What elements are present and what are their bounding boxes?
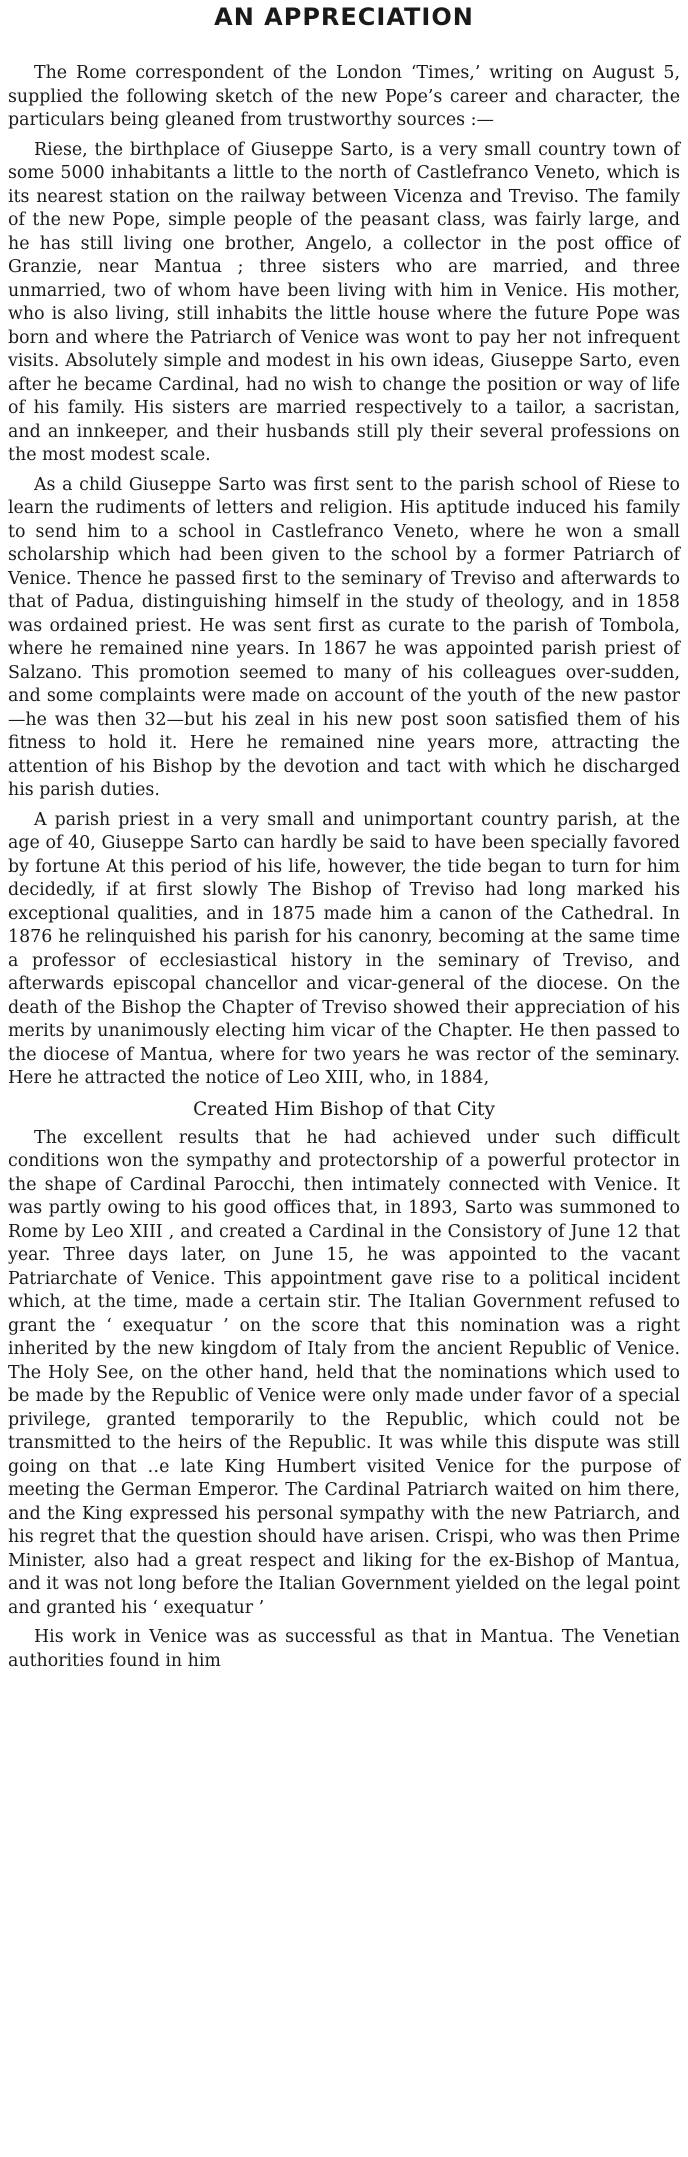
article bbox=[8, 0, 680, 1679]
paragraph-birthplace: Riese, the birthplace of Giuseppe Sarto, is a very small country town of some 5000 inhabitants a little to the north of Castlefranco Veneto, which is its nearest station on the railway between Vicenza and Treviso. The family of the new Pope, simple people of the peasant class, was fairly large, and he has still living one brother, Angelo, a collector in the post office of Granzie, near Mantua ; three sisters who are married, and three unmarried, two of whom have been living with him in Venice. His mother, who is also living, still inhabits the little house where the future Pope was born and where the Patriarch of Venice was wont to pay her not infrequent visits. Absolutely simple and modest in his own ideas, Giuseppe Sarto, even after he became Cardinal, had no wish to change the position or way of life of his family. His sisters are married respectively to a tailor, a sacristan, and an innkeeper, and their husbands still ply their several professions on the most modest scale. bbox=[8, 139, 680, 465]
paragraph-venice-work: His work in Venice was as successful as that in Mantua. The Venetian authorities found in him bbox=[8, 1627, 680, 1671]
article-title: AN APPRECIATION bbox=[214, 3, 474, 31]
paragraph-childhood: As a child Giuseppe Sarto was first sent to the parish school of Riese to learn the rudiments of letters and religion. His aptitude induced his family to send him to a school in Castlefranco Veneto, where he won a small scholarship which had been given to the school by a former Patriarch of Venice. Thence he passed first to the seminary of Treviso and afterwards to that of Padua, distinguishing himself in the study of theology, and in 1858 was ordained priest. He was sent first as curate to the parish of Tombola, where he remained nine years. In 1867 he was appointed parish priest of Salzano. This promotion seemed to many of his colleagues over-sudden, and some complaints were made on account of the youth of the new pastor—he was then 32—but his zeal in his new post soon satisfied them of his fitness to hold it. Here he remained nine years more, attracting the attention of his Bishop by the devotion and tact with which he discharged his parish duties. bbox=[8, 474, 680, 800]
paragraph-parish-priest: A parish priest in a very small and unimportant country parish, at the age of 40, Giuseppe Sarto can hardly be said to have been specially favored by fortune At this period of his life, however, the tide began to turn for him decidedly, if at first slowly The Bishop of Treviso had long marked his exceptional qualities, and in 1875 made him a canon of the Cathedral. In 1876 he relinquished his parish for his canonry, becoming at the same time a professor of ecclesiastical history in the seminary of Treviso, and afterwards episcopal chancellor and vicar-general of the diocese. On the death of the Bishop the Chapter of Treviso showed their appreciation of his merits by unanimously electing him vicar of the Chapter. He then passed to the diocese of Mantua, where for two years he was rector of the seminary. Here he attracted the notice of Leo XIII, who, in 1884, bbox=[8, 809, 680, 1088]
paragraph-cardinal: The excellent results that he had achieved under such difficult conditions won the sympathy and protectorship of a powerful protector in the shape of Cardinal Parocchi, then intimately connected with Venice. It was partly owing to his good offices that, in 1893, Sarto was summoned to Rome by Leo XIII , and created a Cardinal in the Consistory of June 12 that year. Three days later, on June 15, he was appointed to the vacant Patriarchate of Venice. This appointment gave rise to a political incident which, at the time, made a certain stir. The Italian Government refused to grant the ‘ exequatur ’ on the score that this nomination was a right inherited by the new kingdom of Italy from the ancient Republic of Venice. The Holy See, on the other hand, held that the nominations which used to be made by the Republic of Venice were only made under favor of a special privilege, granted temporarily to the Republic, which could not be transmitted to the heirs of the Republic. It was while this dispute was still going on that ‥e late King Humbert visited Venice for the purpose of meeting the German Emperor. The Cardinal Patriarch waited on him there, and the King expressed his personal sympathy with the new Patriarch, and his regret that the question should have arisen. Crispi, who was then Prime Minister, also had a great respect and liking for the ex-Bishop of Mantua, and it was not long before the Italian Government yielded on the legal point and granted his ‘ exequatur ’ bbox=[8, 1127, 680, 1618]
section-subheading: Created Him Bishop of that City bbox=[193, 1098, 495, 1120]
paragraph-intro: The Rome correspondent of the London ‘Times,’ writing on August 5, supplied the following sketch of the new Pope’s career and character, the particulars being gleaned from trustworthy sources :— bbox=[8, 63, 680, 130]
